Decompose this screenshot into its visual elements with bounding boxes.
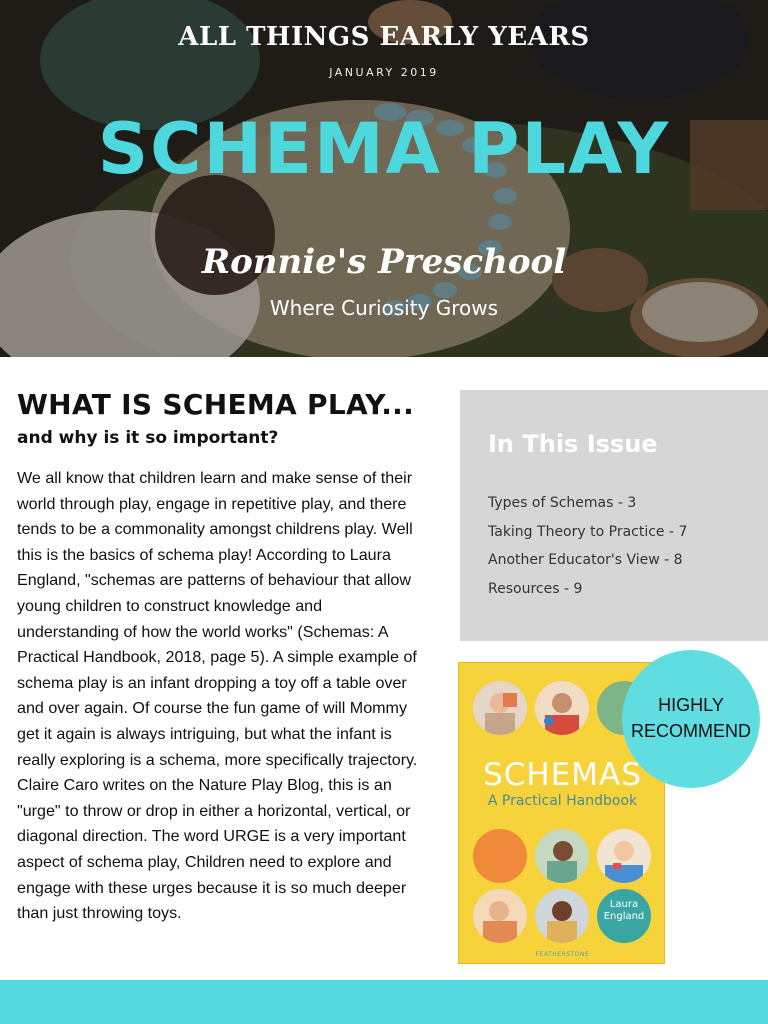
- newsletter-title: ALL THINGS EARLY YEARS: [178, 22, 590, 52]
- badge-line-1: HIGHLY: [658, 695, 724, 715]
- child-photo-icon: [597, 829, 651, 883]
- highly-recommend-badge: [622, 650, 760, 788]
- book-author-first: Laura: [609, 899, 639, 910]
- book-title: SCHEMAS: [483, 757, 642, 793]
- badge-line-2: RECOMMEND: [631, 721, 751, 741]
- issue-date: JANUARY 2019: [329, 66, 439, 79]
- book-author: [594, 899, 654, 923]
- article-title: WHAT IS SCHEMA PLAY...: [17, 388, 415, 421]
- book-photo-circle: [535, 829, 589, 883]
- book-photo-circle: [473, 681, 527, 735]
- hero-banner: [0, 0, 768, 357]
- footer-bar: [0, 980, 768, 1024]
- book-orange-circle: [473, 829, 527, 883]
- in-this-issue-panel: [460, 390, 768, 641]
- child-photo-icon: [535, 829, 589, 883]
- child-photo-icon: [473, 889, 527, 943]
- school-tagline: Where Curiosity Grows: [269, 296, 499, 320]
- issue-item-another-educators-view[interactable]: Another Educator's View - 8: [488, 552, 683, 568]
- article-subtitle: and why is it so important?: [17, 428, 279, 448]
- article-body: We all know that children learn and make sense of their world through play, engage in repetitive play, and there tends to be a commonality amongst childrens play. Well this is the basics of schema play! According to Laura England, "schemas are patterns of behaviour that allow young children to construct knowledge and understanding of how the world works" (Schemas: A Practical Handbook, 2018, page 5). A simple example of schema play is an infant dropping a toy off a table over and over again. Of course the fun game of will Mommy get it again is always intriguing, but what the infant is really exploring is a schema, more specifically trajectory. Claire Caro writes on the Nature Play Blog, this is an "urge" to throw or drop in either a horizontal, vertical, or diagonal direction. The word URGE is a very important aspect of schema play, Children need to explore and engage with these urges because it is so much deeper than just throwing toys.: [17, 469, 418, 923]
- book-subtitle: A Practical Handbook: [487, 793, 638, 809]
- issue-item-types-of-schemas[interactable]: Types of Schemas - 3: [488, 495, 637, 511]
- child-photo-icon: [473, 681, 527, 735]
- issue-contents-list: [488, 493, 687, 607]
- book-photo-circle: [473, 889, 527, 943]
- child-photo-icon: [535, 681, 589, 735]
- in-this-issue-heading: In This Issue: [488, 430, 658, 458]
- issue-item-theory-to-practice[interactable]: Taking Theory to Practice - 7: [488, 523, 688, 540]
- child-photo-icon: [535, 889, 589, 943]
- badge-text: [622, 692, 760, 744]
- book-photo-circle: [597, 829, 651, 883]
- hero-headline: SCHEMA PLAY: [97, 108, 671, 190]
- book-publisher: FEATHERSTONE: [535, 951, 590, 958]
- book-photo-circle: [535, 889, 589, 943]
- book-author-last: England: [603, 911, 645, 922]
- issue-item-resources[interactable]: Resources - 9: [488, 580, 583, 597]
- school-name: Ronnie's Preschool: [201, 242, 567, 282]
- book-photo-circle: [535, 681, 589, 735]
